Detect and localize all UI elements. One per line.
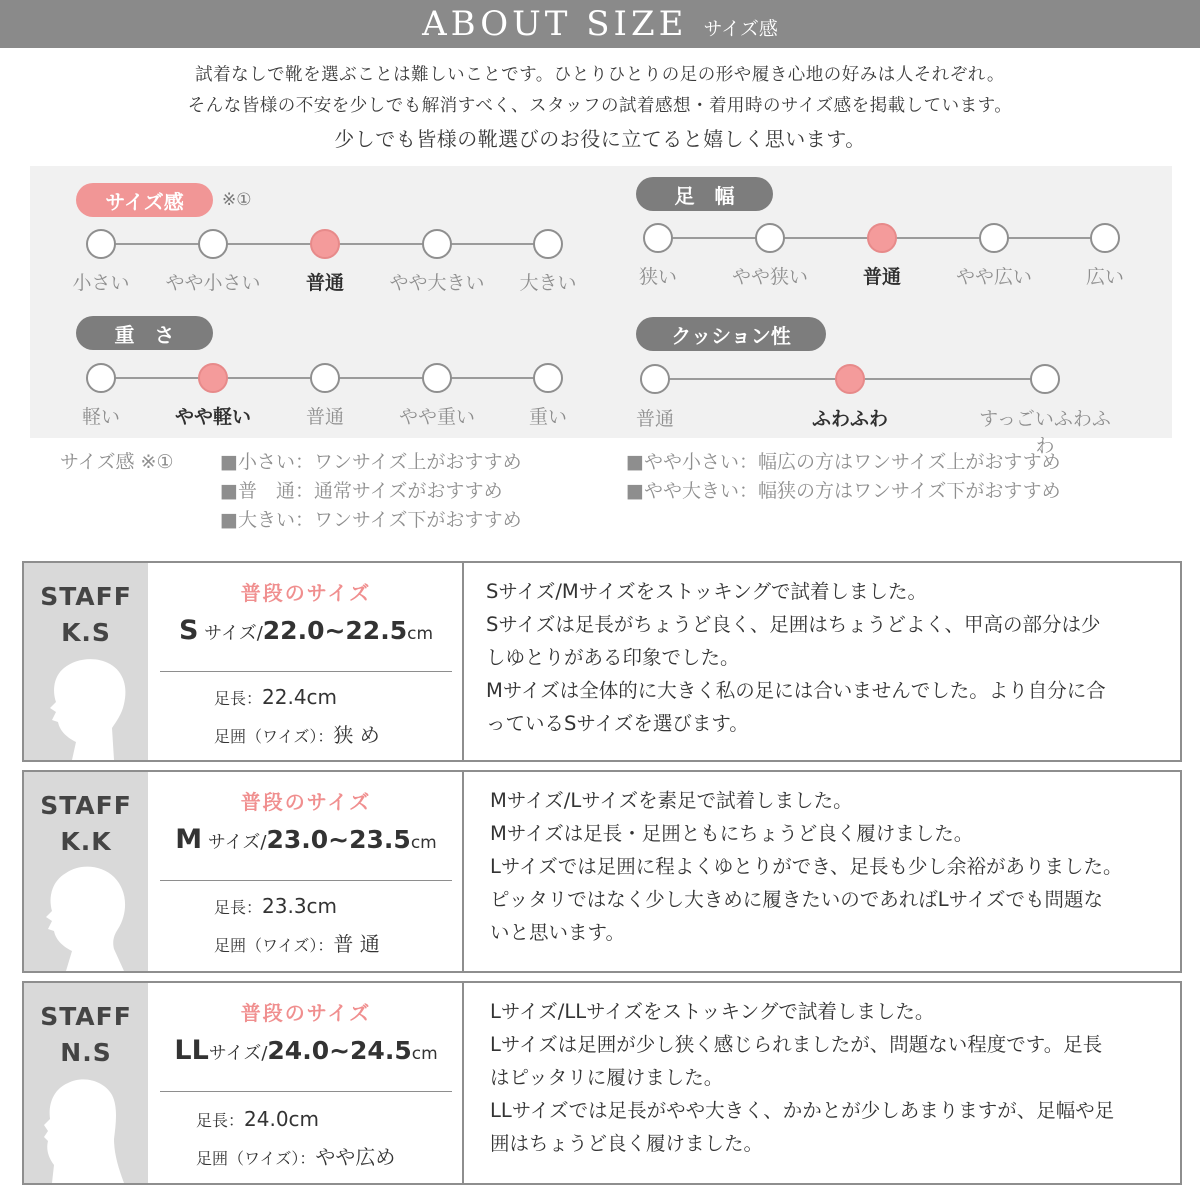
- scale-label: やや重い: [398, 406, 475, 428]
- scale-dot: [867, 223, 897, 253]
- card-divider: [462, 983, 464, 1183]
- scale-dot: [198, 363, 228, 393]
- page-header: [0, 0, 1200, 48]
- scale-label: 普通: [305, 272, 344, 294]
- staff-card: [22, 981, 1182, 1185]
- scale-dot: [533, 363, 563, 393]
- usual-size-label: 普段のサイズ: [240, 1001, 372, 1025]
- legend-right: [626, 448, 1061, 506]
- foot-width: 足囲（ワイズ）：普 通: [214, 932, 380, 956]
- scale-label: やや広い: [955, 266, 1032, 288]
- intro-line: 試着なしで靴を選ぶことは難しいことです。ひとりひとりの足の形や履き心地の好みは人それぞれ。: [195, 65, 1005, 85]
- size-note-mark: ※①: [222, 190, 252, 210]
- scale-dot: [1030, 364, 1060, 394]
- scale-label: 普通: [862, 266, 901, 288]
- card-divider: [462, 772, 464, 971]
- scale-dot: [979, 223, 1009, 253]
- usual-size-value: S サイズ/22.0~22.5cm: [178, 615, 434, 646]
- scale-label: すっごいふわふわ: [979, 408, 1111, 457]
- scale-dot: [755, 223, 785, 253]
- staff-name: STAFF N.S: [40, 1002, 132, 1067]
- size-rating-title: サイズ感: [76, 183, 213, 217]
- usual-size-label: 普段のサイズ: [240, 790, 372, 814]
- intro-text: [0, 60, 1200, 156]
- scale-label: ふわふわ: [811, 408, 888, 430]
- staff-name: STAFF K.K: [40, 791, 132, 856]
- scale-label: やや軽い: [174, 406, 251, 428]
- foot-width: 足囲（ワイズ）：狭 め: [214, 723, 380, 747]
- staff-size-info: [148, 983, 464, 1183]
- intro-line: そんな皆様の不安を少しでも解消すべく、スタッフの試着感想・着用時のサイズ感を掲載しています。: [187, 96, 1013, 116]
- staff-size-info: [148, 772, 464, 971]
- scale-dot: [640, 364, 670, 394]
- legend-label: サイズ感 ※①: [60, 451, 174, 473]
- scale-dot: [86, 363, 116, 393]
- scale-label: 大きい: [519, 272, 577, 294]
- foot-length: 足長：22.4cm: [214, 685, 338, 709]
- scale-dot: [422, 229, 452, 259]
- usual-size-label: 普段のサイズ: [240, 581, 372, 605]
- foot-width: 足囲（ワイズ）：やや広め: [196, 1145, 396, 1169]
- staff-portrait: [24, 983, 148, 1183]
- scale-dot: [533, 229, 563, 259]
- scale-label: 普通: [305, 406, 344, 428]
- scale-dot: [86, 229, 116, 259]
- header-subtitle: サイズ感: [703, 17, 778, 40]
- scale-label: 狭い: [638, 266, 677, 288]
- weight-rating-title: 重 さ: [76, 316, 213, 350]
- scale-label: 小さい: [72, 272, 130, 294]
- scale-label: やや小さい: [165, 272, 261, 294]
- scale-label: 重い: [528, 406, 567, 428]
- legend-left: [220, 448, 522, 535]
- staff-portrait: [24, 772, 148, 971]
- staff-comment: Sサイズ/Mサイズをストッキングで試着しました。 Sサイズは足長がちょうど良く、足囲はちょうどよく、甲高の部分は少 しゆとりがある印象でした。 Mサイズは全体的に大きく私の足には合いませんでした。より自分に合 っているSサイズを選びます。: [486, 580, 1106, 735]
- person-silhouette-icon: [32, 841, 142, 971]
- foot-length: 足長：24.0cm: [196, 1107, 320, 1131]
- scale-dot: [310, 229, 340, 259]
- scale-label: やや大きい: [389, 272, 485, 294]
- scale-label: 軽い: [81, 406, 120, 428]
- scale-dot: [310, 363, 340, 393]
- scale-dot: [835, 364, 865, 394]
- staff-comment: Mサイズ/Lサイズを素足で試着しました。 Mサイズは足長・足囲ともにちょうど良く履けました。 Lサイズでは足囲に程よくゆとりができ、足長も少し余裕がありました。 ピッタリではなく少し大きめに履きたいのであればLサイズでも問題な いと思います。: [490, 789, 1123, 944]
- card-divider: [462, 563, 464, 760]
- divider-line: [160, 880, 452, 881]
- cushion-rating-title: クッション性: [636, 317, 826, 351]
- divider-line: [160, 671, 452, 672]
- scale-dot: [643, 223, 673, 253]
- scale-dot: [1090, 223, 1120, 253]
- header-title: ABOUT SIZE: [422, 4, 688, 44]
- legend-item: ■やや大きい：幅狭の方はワンサイズ下がおすすめ: [626, 480, 1061, 502]
- scale-label: 普通: [635, 408, 674, 430]
- legend-item: ■小さい：ワンサイズ上がおすすめ: [220, 451, 522, 473]
- foot-length: 足長：23.3cm: [214, 894, 338, 918]
- staff-name: STAFF K.S: [40, 582, 132, 647]
- divider-line: [160, 1091, 452, 1092]
- width-rating-title: 足 幅: [636, 177, 773, 211]
- scale-dot: [198, 229, 228, 259]
- staff-card: [22, 561, 1182, 762]
- usual-size-value: M サイズ/23.0~23.5cm: [175, 824, 437, 855]
- person-silhouette-icon: [32, 1053, 142, 1183]
- staff-comment: Lサイズ/LLサイズをストッキングで試着しました。 Lサイズは足囲が少し狭く感じられましたが、問題ない程度です。足長 はピッタリに履けました。 LLサイズでは足長がやや大きく、かかとが少しあまりますが、足幅や足 囲はちょうど良く履けました。: [490, 1000, 1115, 1155]
- person-silhouette-icon: [32, 630, 142, 760]
- scale-label: 広い: [1085, 266, 1124, 288]
- scale-dot: [422, 363, 452, 393]
- scale-label: やや狭い: [731, 266, 808, 288]
- legend-item: ■やや小さい：幅広の方はワンサイズ上がおすすめ: [626, 451, 1061, 473]
- intro-line: 少しでも皆様の靴選びのお役に立てると嬉しく思います。: [334, 127, 866, 151]
- legend-item: ■普 通：通常サイズがおすすめ: [220, 480, 503, 502]
- staff-size-info: [148, 563, 464, 760]
- usual-size-value: LLサイズ/24.0~24.5cm: [174, 1035, 438, 1066]
- staff-portrait: [24, 563, 148, 760]
- legend-item: ■大きい：ワンサイズ下がおすすめ: [220, 509, 522, 531]
- staff-card: [22, 770, 1182, 973]
